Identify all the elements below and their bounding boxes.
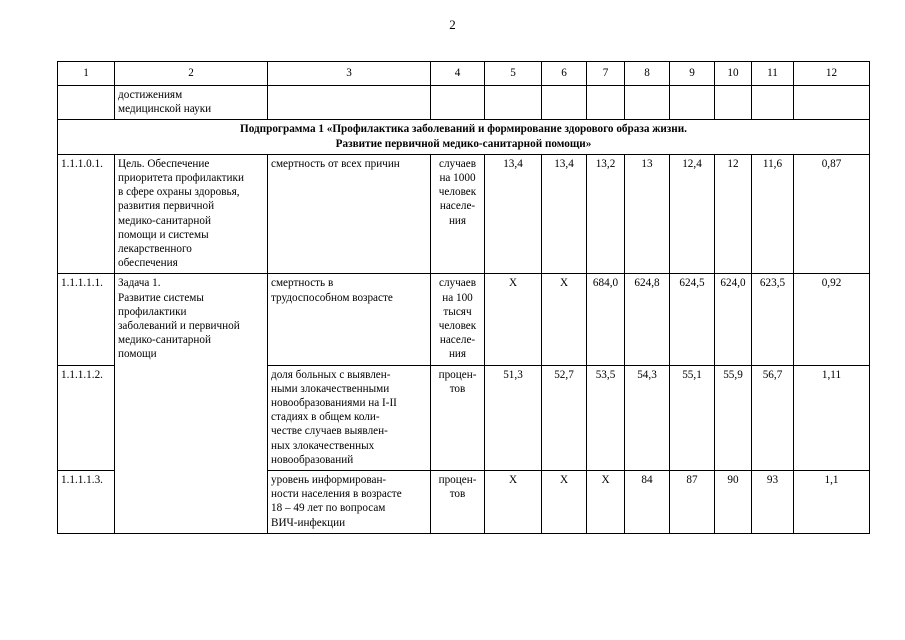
empty-cell — [625, 86, 670, 120]
empty-cell — [587, 86, 625, 120]
value-cell: 12,4 — [670, 154, 715, 274]
value-cell: 53,5 — [587, 365, 625, 470]
column-number-1: 1 — [58, 62, 115, 86]
value-cell: 54,3 — [625, 365, 670, 470]
value-cell: 84 — [625, 471, 670, 534]
empty-cell — [715, 86, 752, 120]
cell-line: смертность от всех причин — [271, 157, 400, 170]
empty-cell — [268, 86, 431, 120]
value-cell: 93 — [752, 471, 794, 534]
value-cell: Х — [542, 471, 587, 534]
value-cell: 12 — [715, 154, 752, 274]
goal-cell — [115, 154, 268, 274]
column-number-5: 5 — [485, 62, 542, 86]
column-number-4: 4 — [431, 62, 485, 86]
cell-line: 18 – 49 лет по вопросам — [271, 502, 386, 515]
goal-cell — [115, 274, 268, 533]
cell-line: Развитие системы — [118, 291, 204, 304]
unit-cell — [431, 471, 485, 534]
continuation-row — [58, 86, 870, 120]
column-number-6: 6 — [542, 62, 587, 86]
empty-cell — [794, 86, 870, 120]
cell-line: ных злокачественных — [271, 439, 375, 452]
continuation-text — [115, 86, 268, 120]
column-numbers-row — [58, 62, 870, 86]
cell-line: случаев — [439, 157, 476, 170]
empty-cell — [542, 86, 587, 120]
value-cell: 13,2 — [587, 154, 625, 274]
cell-line: процен- — [438, 368, 477, 381]
value-cell: 11,6 — [752, 154, 794, 274]
table-row — [58, 154, 870, 274]
cell-line: в сфере охраны здоровья, — [118, 186, 240, 199]
cell-line: тов — [449, 382, 466, 395]
column-number-2: 2 — [115, 62, 268, 86]
row-code: 1.1.1.0.1. — [58, 154, 115, 274]
cell-line: медицинской науки — [118, 103, 212, 116]
cell-line: новообразованиями на I-II — [271, 397, 397, 410]
value-cell: 624,0 — [715, 274, 752, 365]
value-cell: 52,7 — [542, 365, 587, 470]
cell-line: профилактики — [118, 305, 187, 318]
cell-line: честве случаев выявлен- — [271, 425, 388, 438]
subprogram-row — [58, 120, 870, 154]
value-cell: 87 — [670, 471, 715, 534]
cell-line: населе- — [439, 334, 476, 347]
value-cell: 13 — [625, 154, 670, 274]
column-number-8: 8 — [625, 62, 670, 86]
unit-cell — [431, 365, 485, 470]
unit-cell — [431, 274, 485, 365]
cell-line: человек — [438, 320, 477, 333]
cell-line: Задача 1. — [118, 277, 161, 290]
value-cell: 624,8 — [625, 274, 670, 365]
indicator-cell — [268, 154, 431, 274]
cell-line: обеспечения — [118, 257, 178, 270]
value-cell: 55,1 — [670, 365, 715, 470]
cell-line: уровень информирован- — [271, 474, 387, 487]
column-number-9: 9 — [670, 62, 715, 86]
row-code: 1.1.1.1.1. — [58, 274, 115, 365]
value-cell: 13,4 — [542, 154, 587, 274]
cell-line: ности населения в возрасте — [271, 488, 402, 501]
cell-line: доля больных с выявлен- — [271, 368, 391, 381]
empty-cell — [58, 86, 115, 120]
value-cell: 1,11 — [794, 365, 870, 470]
cell-line: медико-санитарной — [118, 214, 211, 227]
cell-line: ния — [448, 214, 467, 227]
value-cell: Х — [587, 471, 625, 534]
value-cell: 1,1 — [794, 471, 870, 534]
value-cell: 0,87 — [794, 154, 870, 274]
value-cell: 0,92 — [794, 274, 870, 365]
cell-line: лекарственного — [118, 243, 192, 256]
value-cell: 623,5 — [752, 274, 794, 365]
cell-line: на 1000 — [439, 172, 476, 185]
cell-line: населе- — [439, 200, 476, 213]
empty-cell — [670, 86, 715, 120]
indicator-cell — [268, 365, 431, 470]
cell-line: помощи и системы — [118, 228, 209, 241]
cell-line: трудоспособном возрасте — [271, 291, 393, 304]
empty-cell — [431, 86, 485, 120]
cell-line: ВИЧ-инфекции — [271, 516, 346, 529]
cell-line: случаев — [439, 277, 476, 290]
column-number-10: 10 — [715, 62, 752, 86]
cell-line: тысяч — [443, 305, 472, 318]
cell-line: смертность в — [271, 277, 334, 290]
cell-line: человек — [438, 186, 477, 199]
cell-line: Цель. Обеспечение — [118, 157, 210, 170]
value-cell: 624,5 — [670, 274, 715, 365]
column-number-12: 12 — [794, 62, 870, 86]
value-cell: 56,7 — [752, 365, 794, 470]
cell-line: медико-санитарной — [118, 334, 211, 347]
cell-line: новообразований — [271, 453, 354, 466]
page-number: 2 — [449, 17, 456, 32]
table-row — [58, 274, 870, 365]
cell-line: помощи — [118, 348, 157, 361]
row-code: 1.1.1.1.3. — [58, 471, 115, 534]
cell-line: ными злокачественными — [271, 382, 390, 395]
value-cell: 684,0 — [587, 274, 625, 365]
subprogram-line1: Подпрограмма 1 «Профилактика заболеваний и формирование здорового образа жизни. — [240, 123, 687, 136]
cell-line: достижениям — [118, 89, 183, 101]
row-code: 1.1.1.1.2. — [58, 365, 115, 470]
value-cell: Х — [485, 274, 542, 365]
cell-line: стадиях в общем коли- — [271, 411, 380, 424]
cell-line: приоритета профилактики — [118, 172, 244, 185]
value-cell: Х — [542, 274, 587, 365]
value-cell: Х — [485, 471, 542, 534]
column-number-7: 7 — [587, 62, 625, 86]
cell-line: на 100 — [442, 291, 473, 304]
table-body — [58, 62, 870, 534]
cell-line: развития первичной — [118, 200, 215, 213]
cell-line: процен- — [438, 474, 477, 487]
value-cell: 90 — [715, 471, 752, 534]
subprogram-line2: Развитие первичной медико-санитарной помощи» — [335, 137, 592, 150]
cell-line: ния — [448, 348, 467, 361]
value-cell: 55,9 — [715, 365, 752, 470]
column-number-3: 3 — [268, 62, 431, 86]
value-cell: 13,4 — [485, 154, 542, 274]
subprogram-title — [58, 120, 870, 154]
indicator-cell — [268, 274, 431, 365]
indicators-table — [57, 61, 870, 534]
column-number-11: 11 — [752, 62, 794, 86]
empty-cell — [485, 86, 542, 120]
cell-line: заболеваний и первичной — [118, 320, 240, 333]
cell-line: тов — [449, 488, 466, 501]
value-cell: 51,3 — [485, 365, 542, 470]
unit-cell — [431, 154, 485, 274]
empty-cell — [752, 86, 794, 120]
indicator-cell — [268, 471, 431, 534]
